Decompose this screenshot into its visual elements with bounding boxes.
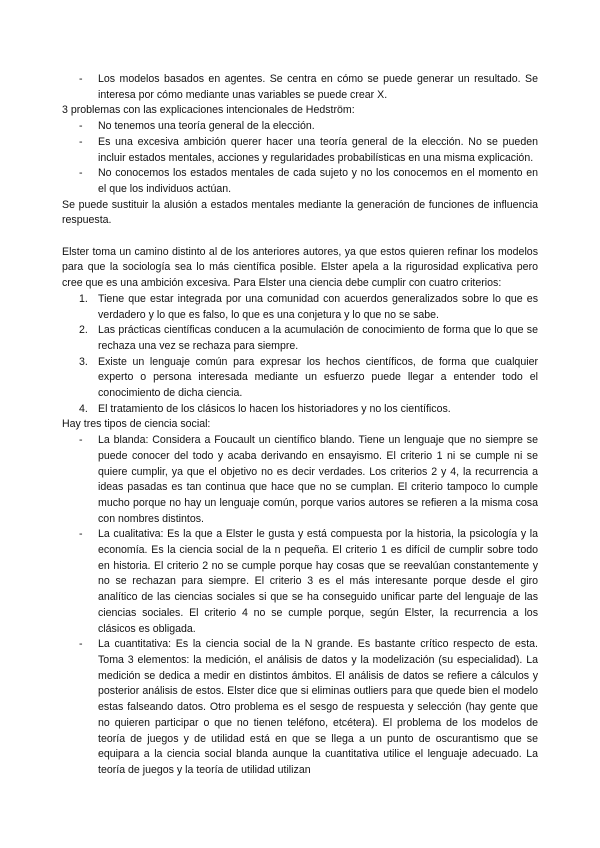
list-item-text: No conocemos los estados mentales de cada sujeto y no los conocemos en el momento en el que los individuos actúan. — [98, 167, 538, 195]
paragraph: Se puede sustituir la alusión a estados mentales mediante la generación de funciones de influencia respuesta. — [62, 198, 538, 227]
paragraph-spacer — [62, 229, 538, 245]
numbered-item-text: Tiene que estar integrada por una comunidad con acuerdos generalizados sobre lo que es verdadero y lo que es falso, lo que es una conjetura y lo que no se sabe. — [98, 292, 538, 321]
dash-bullet: - — [79, 73, 83, 85]
list-item-text: Es una excesiva ambición querer hacer una teoría general de la elección. No se pueden incluir estados mentales, acciones y regularidades probabilísticas en una misma explicación. — [98, 135, 538, 164]
dash-bullet: - — [79, 528, 83, 541]
dash-bullet: - — [79, 434, 83, 447]
item-number: 3. — [79, 355, 88, 368]
list-item — [62, 166, 538, 197]
document-body — [62, 72, 538, 779]
numbered-item-text: El tratamiento de los clásicos lo hacen los historiadores y no los científicos. — [98, 402, 451, 415]
dash-bullet: - — [79, 135, 83, 148]
list-item-text: Los modelos basados en agentes. Se centra en cómo se puede generar un resultado. Se interesa por cómo mediante unas variables se puede crear X. — [98, 73, 538, 101]
section-heading: 3 problemas con las explicaciones intencionales de Hedström: — [62, 104, 355, 117]
list-item-text: La cuantitativa: Es la ciencia social de la N grande. Es bastante crítico respecto de esta. Toma 3 elementos: la medición, el análisis de datos y la modelización (su especialidad). La medición se dedica a medir en distintos ámbitos. El análisis de datos se refiere a cálculos y posterior análisis de estos. Elster dice que si eliminas outliers para que quede bien el modelo estas falseando datos. Otro problema es el sesgo de respuesta y selección (hay gente que no quieren participar o que no tienen teléfono, etcétera). El problema de los modelos de teoría de juegos y de utilidad está en que se llega a un punto de oscurantismo que se equipara a la ciencia social blanda aunque la cuantitativa utilice el lenguaje adecuado. La teoría de juegos y la teoría de utilidad utilizan — [98, 638, 538, 776]
numbered-item-text: Las prácticas científicas conducen a la acumulación de conocimiento de forma que lo que se rechaza una vez se rechaza para siempre. — [98, 324, 538, 352]
dash-bullet: - — [79, 167, 83, 180]
list-item — [62, 72, 538, 103]
numbered-item — [62, 355, 538, 402]
list-item — [62, 527, 538, 637]
numbered-item — [62, 402, 538, 418]
list-item-text: La blanda: Considera a Foucault un científico blando. Tiene un lenguaje que no siempre se puede conocer del todo y acaba derivando en ensayismo. El criterio 1 ni se cumple ni se quiere cumplir, ya que el objetivo no es decir verdades. Los criterios 2 y 4, la recurrencia a ideas pasadas es tan continua que hace que no se cumplan. El criterio tampoco lo cumple mucho porque no hay un lenguaje común, porque varios autores se refieren a la misma cosa con nombres distintos. — [98, 434, 538, 525]
dash-bullet: - — [79, 638, 83, 651]
list-item — [62, 433, 538, 527]
dash-bullet: - — [79, 120, 83, 133]
paragraph: Elster toma un camino distinto al de los anteriores autores, ya que estos quieren refinar los modelos para que la sociología sea lo más científica posible. Elster apela a la rigurosidad explicativa pero cree que es una ambición excesiva. Para Elster una ciencia debe cumplir con cuatro criterios: — [62, 245, 538, 290]
list-item-text: No tenemos una teoría general de la elección. — [98, 120, 315, 133]
list-item — [62, 119, 538, 135]
list-item-text: La cualitativa: Es la que a Elster le gusta y está compuesta por la historia, la psicología y la economía. Es la ciencia social de la n pequeña. El criterio 1 es difícil de cumplir sobre todo en historia. El criterio 2 no se cumple porque hay cosas que se reevalúan constantemente y no se rechazan para siempre. El criterio 3 es el más interesante porque desde el giro analítico de las ciencias sociales si que se ha conseguido unificar parte del lenguaje de las ciencias sociales. El criterio 4 no se cumple porque, según Elster, la recurrencia a los clásicos es obligada. — [98, 528, 538, 635]
section-heading: Hay tres tipos de ciencia social: — [62, 418, 211, 431]
numbered-item-text: Existe un lenguaje común para expresar los hechos científicos, de forma que cualquier experto o persona interesada mediante un esfuerzo puede llegar a entender todo el conocimiento de dicha ciencia. — [98, 355, 538, 400]
item-number: 2. — [79, 324, 88, 337]
numbered-item — [62, 323, 538, 354]
item-number: 4. — [79, 402, 88, 415]
numbered-item — [62, 292, 538, 323]
list-item — [62, 637, 538, 778]
list-item — [62, 135, 538, 166]
item-number: 1. — [79, 292, 88, 305]
